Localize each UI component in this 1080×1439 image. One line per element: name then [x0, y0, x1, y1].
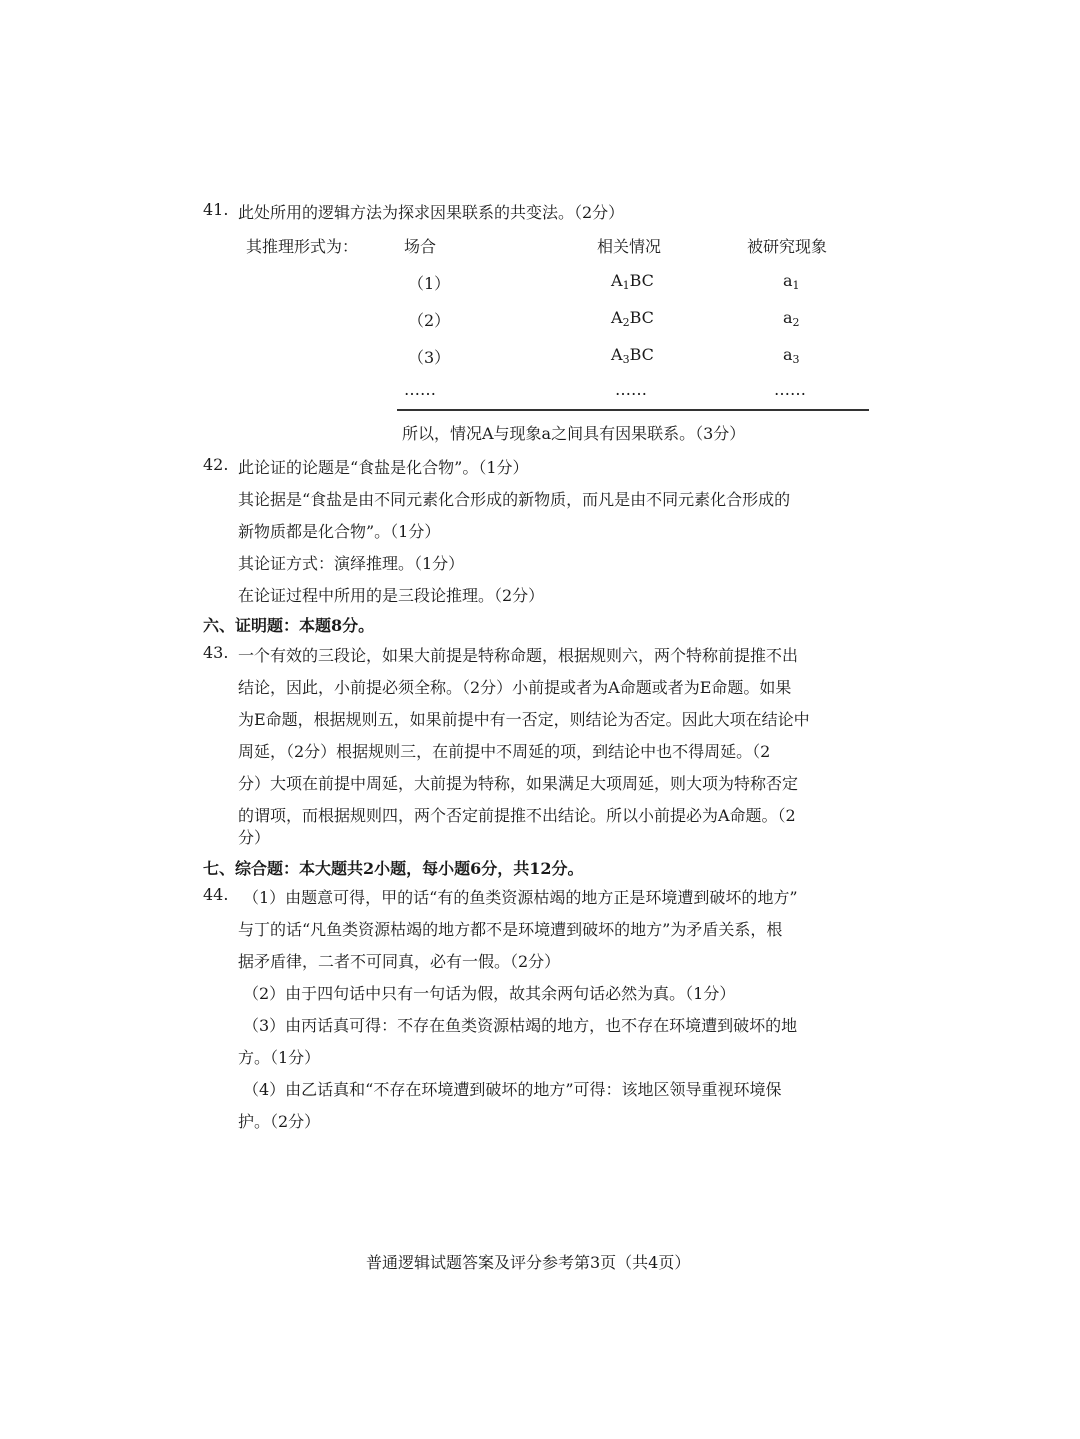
section-7-heading: 七、综合题：本大题共2小题，每小题6分，共12分。 — [203, 859, 584, 878]
q43-line: 周延，（2分）根据规则三，在前提中不周延的项，到结论中也不得周延。（2 — [238, 742, 771, 761]
q43-line: 分） — [238, 828, 271, 847]
header-phenomenon: 被研究现象 — [747, 237, 828, 256]
ellipsis-case: …… — [404, 380, 436, 399]
condition-1: $A_1BC$ — [611, 271, 654, 292]
condition-3: $A_3BC$ — [611, 345, 654, 366]
q41-text: 此处所用的逻辑方法为探求因果联系的共变法。（2分） — [238, 203, 625, 222]
ellipsis-condition: …… — [615, 380, 647, 399]
q44-number: 44. — [203, 885, 229, 904]
q44-line: （1）由题意可得，甲的话“有的鱼类资源枯竭的地方正是环境遭到破坏的地方” — [243, 888, 798, 907]
q42-line: 其论据是“食盐是由不同元素化合形成的新物质，而凡是由不同元素化合形成的 — [238, 490, 791, 509]
case-1: （1） — [408, 274, 451, 293]
phenomenon-1: $a_1$ — [783, 271, 800, 292]
q43-line: 的谓项，而根据规则四，两个否定前提推不出结论。所以小前提必为A命题。（2 — [238, 806, 796, 825]
q43-line: 结论，因此，小前提必须全称。（2分）小前提或者为A命题或者为E命题。如果 — [238, 678, 792, 697]
section-6-heading: 六、证明题：本题8分。 — [203, 616, 375, 635]
q44-line: 方。（1分） — [238, 1048, 321, 1067]
q44-line: 据矛盾律，二者不可同真，必有一假。（2分） — [238, 952, 561, 971]
condition-2: $A_2BC$ — [611, 308, 654, 329]
form-label: 其推理形式为： — [246, 237, 359, 256]
q43-number: 43. — [203, 643, 229, 662]
q42-line: 新物质都是化合物”。（1分） — [238, 522, 441, 541]
q43-line: 分）大项在前提中周延，大前提为特称，如果满足大项周延，则大项为特称否定 — [238, 774, 799, 793]
case-2: （2） — [408, 311, 451, 330]
header-case: 场合 — [404, 237, 437, 256]
phenomenon-2: $a_2$ — [783, 308, 800, 329]
phenomenon-3: $a_3$ — [783, 345, 800, 366]
conclusion-rule — [397, 409, 869, 411]
q44-line: 护。（2分） — [238, 1112, 321, 1131]
q42-line: 其论证方式：演绎推理。（1分） — [238, 554, 465, 573]
case-3: （3） — [408, 348, 451, 367]
q42-number: 42. — [203, 455, 229, 474]
q41-number: 41. — [203, 200, 229, 219]
q43-line: 一个有效的三段论，如果大前提是特称命题，根据规则六，两个特称前提推不出 — [238, 646, 799, 665]
q41-conclusion: 所以，情况A与现象a之间具有因果联系。（3分） — [402, 424, 746, 443]
q44-line: （4）由乙话真和“不存在环境遭到破坏的地方”可得：该地区领导重视环境保 — [243, 1080, 782, 1099]
header-condition: 相关情况 — [597, 237, 662, 256]
ellipsis-phenomenon: …… — [774, 380, 806, 399]
q42-line: 此论证的论题是“食盐是化合物”。（1分） — [238, 458, 529, 477]
q42-line: 在论证过程中所用的是三段论推理。（2分） — [238, 586, 545, 605]
q44-line: （2）由于四句话中只有一句话为假，故其余两句话必然为真。（1分） — [243, 984, 736, 1003]
q43-line: 为E命题，根据规则五，如果前提中有一否定，则结论为否定。因此大项在结论中 — [238, 710, 810, 729]
page-footer: 普通逻辑试题答案及评分参考第3页（共4页） — [366, 1253, 691, 1272]
q44-line: （3）由丙话真可得：不存在鱼类资源枯竭的地方，也不存在环境遭到破坏的地 — [243, 1016, 798, 1035]
q44-line: 与丁的话“凡鱼类资源枯竭的地方都不是环境遭到破坏的地方”为矛盾关系，根 — [238, 920, 783, 939]
